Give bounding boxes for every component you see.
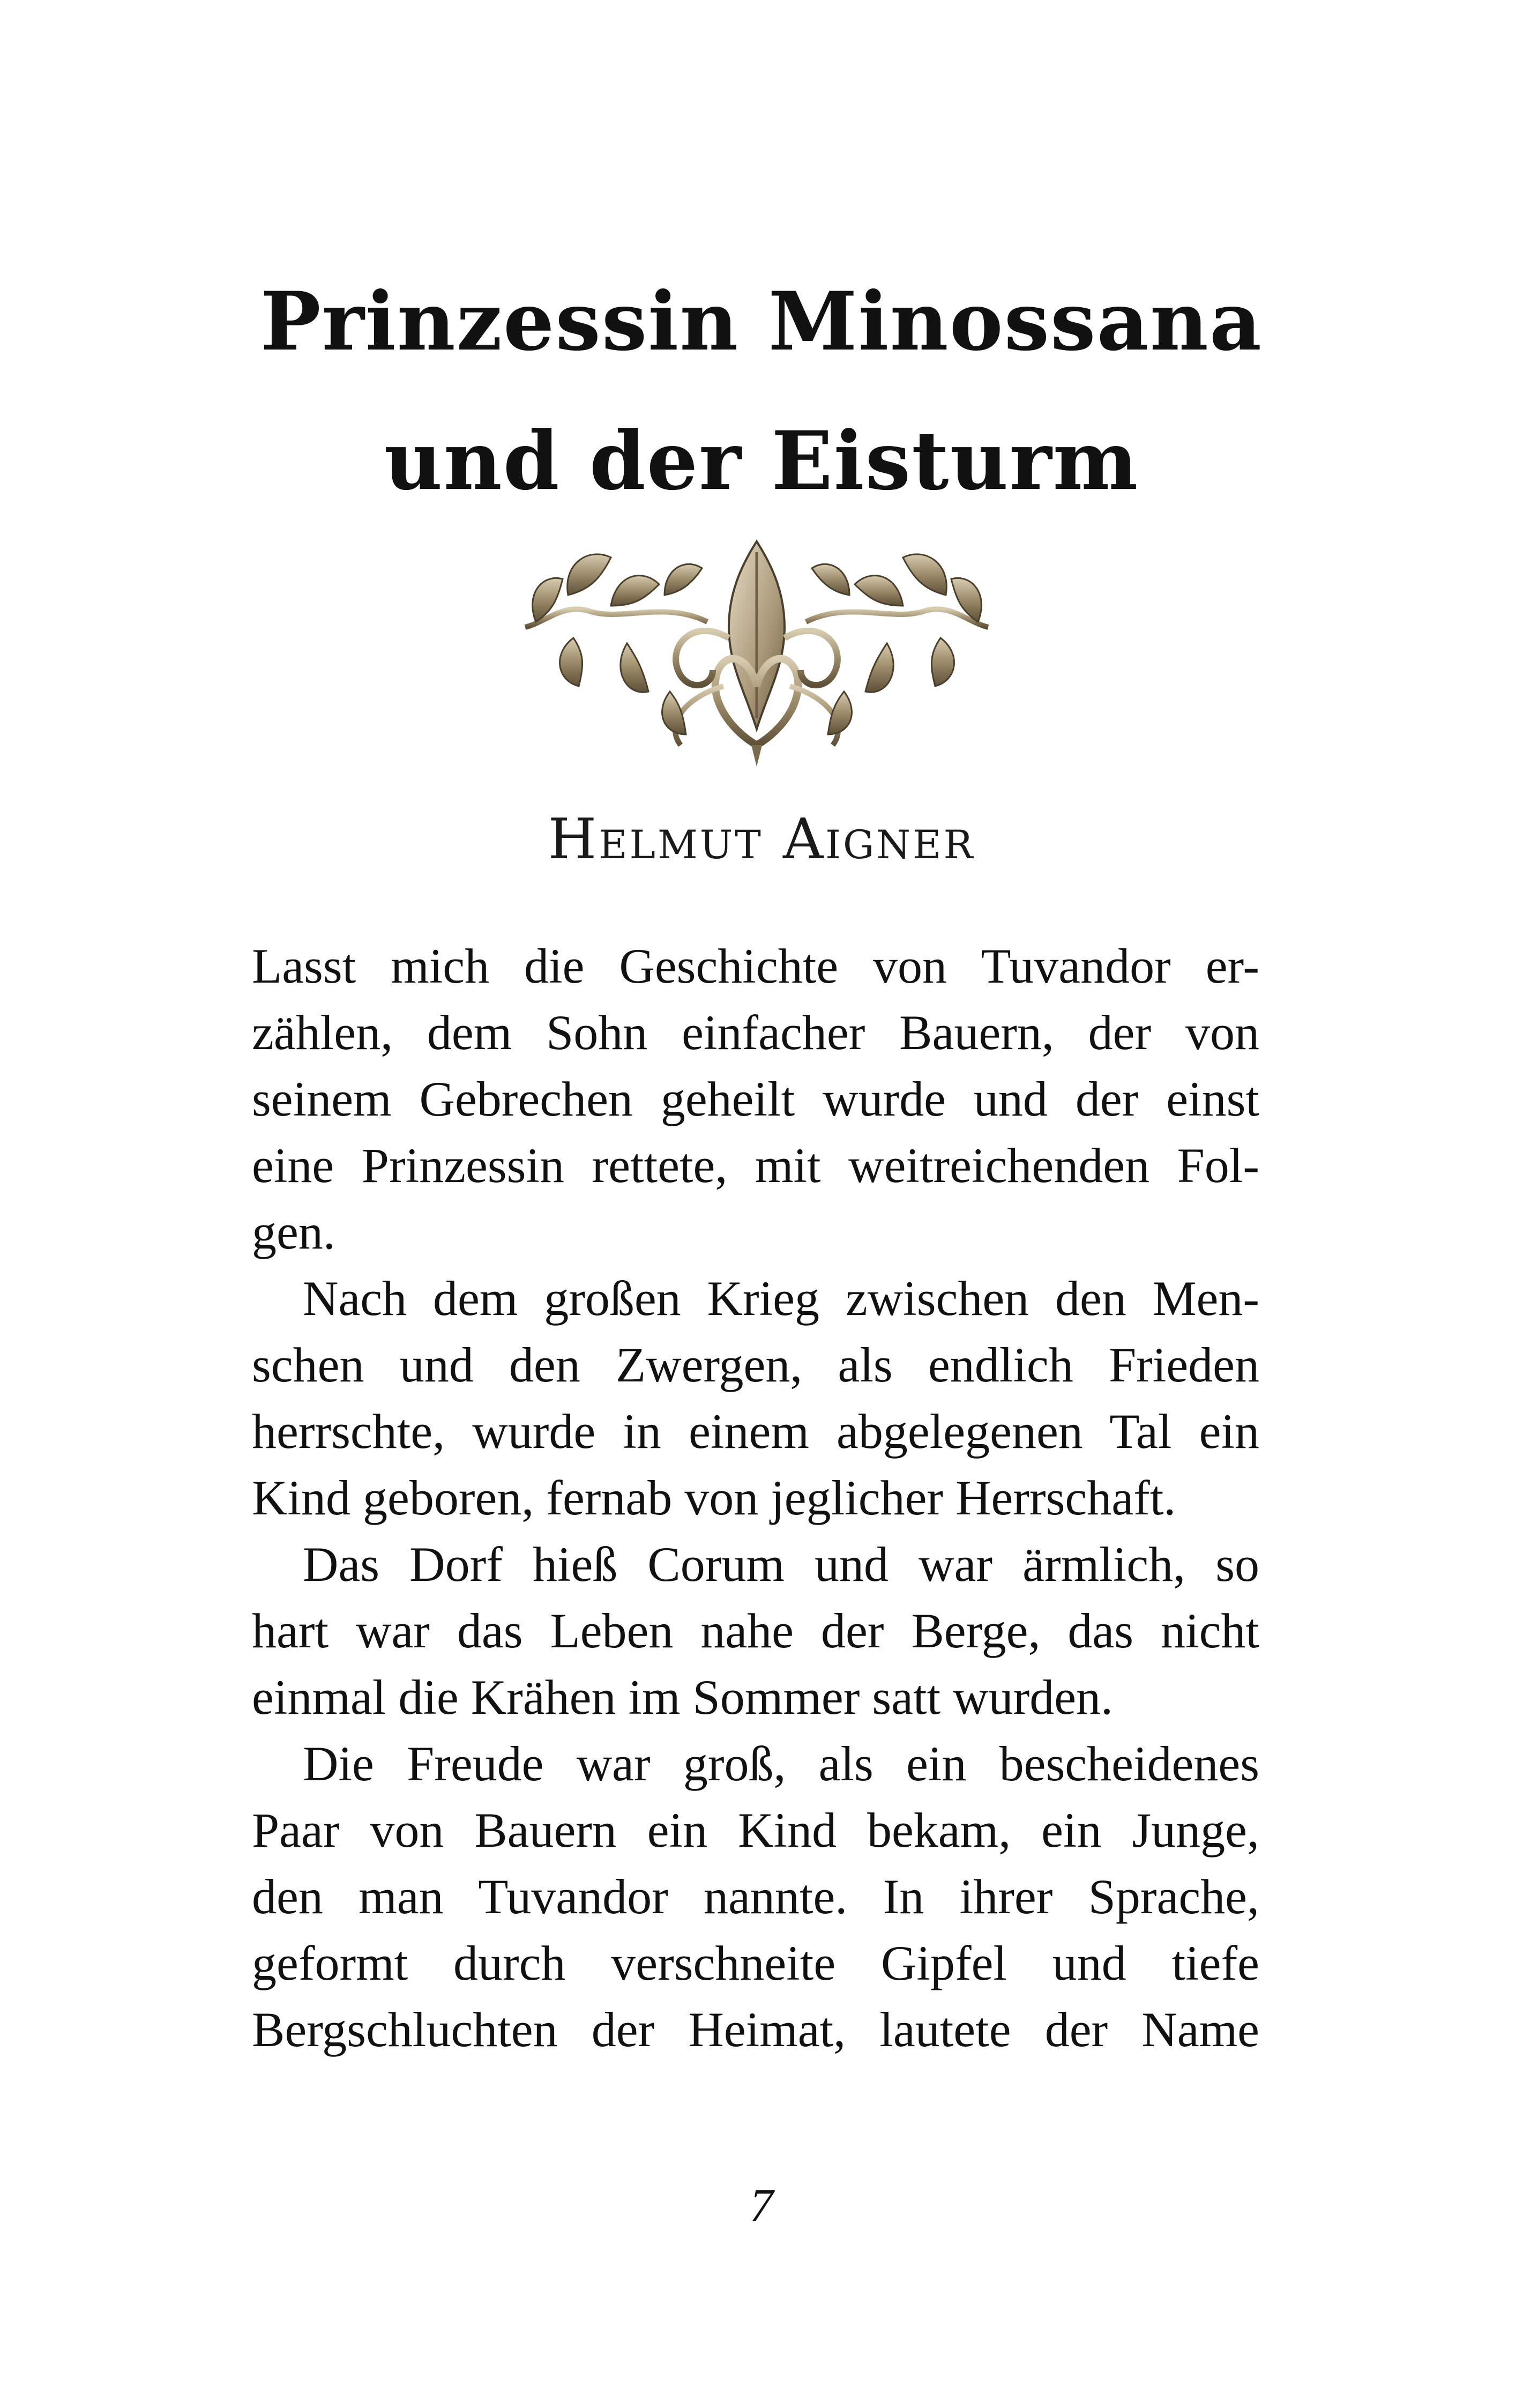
- baroque-leaf-ornament-icon: [504, 515, 1010, 777]
- text-line: Das Dorf hieß Corum und war ärmlich, so: [303, 1537, 1259, 1592]
- text-line: hart war das Leben nahe der Berge, das nicht: [252, 1603, 1259, 1658]
- text-line: einmal die Krähen im Sommer satt wurden.: [252, 1670, 1114, 1725]
- text-line: gen.: [252, 1205, 335, 1259]
- text-line: geformt durch verschneite Gipfel und tiefe: [252, 1936, 1259, 1990]
- text-line: herrschte, wurde in einem abgelegenen Tal ein: [252, 1404, 1259, 1459]
- paragraph-4: [252, 1730, 1259, 2063]
- text-line: Lasst mich die Geschichte von Tuvandor er-: [252, 939, 1259, 993]
- title-line-1: Prinzessin Minossana: [260, 274, 1263, 369]
- text-line: seinem Gebrechen geheilt wurde und der einst: [252, 1072, 1259, 1126]
- text-line: eine Prinzessin rettete, mit weitreichenden Fol-: [252, 1138, 1259, 1193]
- page-number: 7: [750, 2180, 773, 2232]
- title-line-2: und der Eisturm: [384, 414, 1139, 508]
- book-author: Helmut Aigner: [548, 806, 975, 872]
- text-line: Kind geboren, fernab von jeglicher Herrschaft.: [252, 1470, 1176, 1525]
- text-line: schen und den Zwergen, als endlich Frieden: [252, 1337, 1259, 1392]
- text-line: den man Tuvandor nannte. In ihrer Sprache,: [252, 1869, 1259, 1924]
- text-line: Paar von Bauern ein Kind bekam, ein Junge,: [252, 1803, 1259, 1857]
- text-line: zählen, dem Sohn einfacher Bauern, der von: [252, 1005, 1259, 1060]
- paragraph-1: [252, 933, 1259, 1265]
- text-line: Nach dem großen Krieg zwischen den Men-: [303, 1271, 1259, 1326]
- text-line: Bergschluchten der Heimat, lautete der Name: [252, 2002, 1259, 2057]
- text-line: Die Freude war groß, als ein bescheidenes: [303, 1736, 1259, 1791]
- paragraph-2: [252, 1265, 1259, 1531]
- body-text: [252, 933, 1259, 2063]
- book-title: [0, 252, 1523, 531]
- paragraph-3: [252, 1531, 1259, 1730]
